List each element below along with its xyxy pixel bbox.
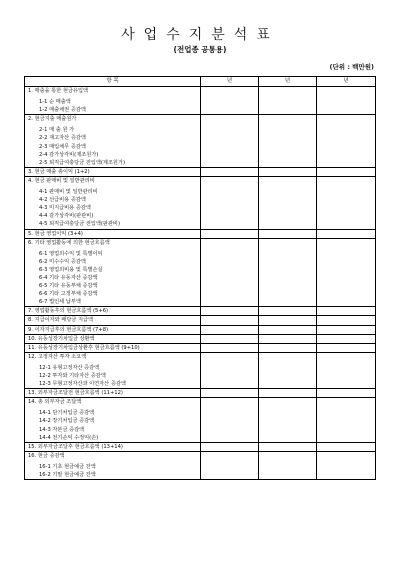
table-row xyxy=(25,334,376,343)
value-cell[interactable] xyxy=(317,167,376,176)
value-cell[interactable] xyxy=(259,238,317,307)
item-cell xyxy=(25,167,201,176)
table-row xyxy=(25,238,376,307)
sub-item-label: 4-5 퇴직급여충당금 전입액(판관비) xyxy=(39,221,120,228)
item-label: 7. 영업활동후의 현금흐름액 (5+6) xyxy=(28,308,109,315)
value-cell[interactable] xyxy=(317,398,376,442)
table-row xyxy=(25,229,376,238)
item-label: 9. 이자지급후의 현금흐름액 (7+8) xyxy=(28,326,109,333)
value-cell[interactable] xyxy=(317,389,376,398)
value-cell[interactable] xyxy=(259,325,317,334)
value-cell[interactable] xyxy=(317,176,376,229)
sub-item-label: 2-1 매 출 원 가 xyxy=(39,127,75,134)
sub-item-label: 1-1 순 매출액 xyxy=(39,99,71,106)
value-cell[interactable] xyxy=(201,343,259,352)
form-title: 사업수지분석표 xyxy=(121,27,279,43)
value-cell[interactable] xyxy=(201,316,259,325)
value-cell[interactable] xyxy=(201,115,259,168)
sub-item-label: 16-2 기말 현금예금 잔액 xyxy=(39,472,96,479)
value-cell[interactable] xyxy=(201,167,259,176)
value-cell[interactable] xyxy=(259,316,317,325)
value-cell[interactable] xyxy=(201,398,259,442)
sub-item-label: 12-3 무형고정자산과 이연자산 증감액 xyxy=(39,381,126,388)
table-row xyxy=(25,167,376,176)
value-cell[interactable] xyxy=(259,389,317,398)
value-cell[interactable] xyxy=(259,87,317,115)
sub-item-label: 16-1 기초 현금예금 잔액 xyxy=(39,463,96,470)
item-label: 11. 유동성장기차입금상환후 현금흐름액 (9+10) xyxy=(28,344,140,351)
item-label: 15. 외부자금조달후 현금흐름액 (13+14) xyxy=(28,443,123,450)
item-cell xyxy=(25,451,201,479)
cashflow-analysis-table xyxy=(24,76,376,480)
table-row xyxy=(25,352,376,388)
item-label: 1. 매출을 통한 현금유입액 xyxy=(28,88,89,94)
column-header-item: 항 목 xyxy=(25,77,201,87)
sub-item-label: 6-3 영업외비용 및 특별손실 xyxy=(39,266,103,273)
sub-item-label: 14-3 자본금 증감액 xyxy=(39,426,85,433)
item-cell xyxy=(25,238,201,307)
table-row xyxy=(25,442,376,451)
item-label: 8. 지급이자와 배당금 지급액 xyxy=(28,317,94,324)
value-cell[interactable] xyxy=(317,307,376,316)
value-cell[interactable] xyxy=(317,87,376,115)
value-cell[interactable] xyxy=(259,229,317,238)
value-cell[interactable] xyxy=(317,352,376,388)
value-cell[interactable] xyxy=(259,167,317,176)
value-cell[interactable] xyxy=(259,398,317,442)
value-cell[interactable] xyxy=(201,334,259,343)
value-cell[interactable] xyxy=(259,176,317,229)
sub-item-label: 6-4 기타 유동자산 증감액 xyxy=(39,274,98,281)
item-cell xyxy=(25,389,201,398)
value-cell[interactable] xyxy=(259,334,317,343)
table-body xyxy=(25,87,376,480)
item-label: 4. 현금 판매비 및 일반관리비 xyxy=(28,177,95,184)
table-row xyxy=(25,87,376,115)
value-cell[interactable] xyxy=(317,229,376,238)
table-row xyxy=(25,115,376,168)
item-label: 16. 현금 증감액 xyxy=(28,452,65,459)
value-cell[interactable] xyxy=(201,87,259,115)
table-row xyxy=(25,176,376,229)
item-label: 3. 현금 매출 총이익 (1+2) xyxy=(28,168,90,175)
column-header-year: 년 xyxy=(317,77,376,87)
item-cell xyxy=(25,229,201,238)
value-cell[interactable] xyxy=(201,307,259,316)
item-cell xyxy=(25,352,201,388)
value-cell[interactable] xyxy=(201,352,259,388)
value-cell[interactable] xyxy=(201,451,259,479)
sub-item-label: 4-4 감가상각비(판관비) xyxy=(39,213,94,220)
item-cell xyxy=(25,176,201,229)
value-cell[interactable] xyxy=(317,238,376,307)
value-cell[interactable] xyxy=(317,316,376,325)
unit-label: (단위 : 백만원) xyxy=(329,63,374,71)
sub-item-label: 12-1 유형고정자산 증감액 xyxy=(39,364,100,371)
form-subtitle: (전업종 공통용) xyxy=(173,45,227,54)
sub-item-label: 6-5 기타 유동부채 증감액 xyxy=(39,283,98,290)
sub-item-label: 6-7 법인세 납부액 xyxy=(39,299,81,306)
item-cell xyxy=(25,325,201,334)
value-cell[interactable] xyxy=(201,325,259,334)
sub-item-label: 4-2 선급비용 증감액 xyxy=(39,197,86,204)
value-cell[interactable] xyxy=(259,115,317,168)
item-cell xyxy=(25,316,201,325)
item-cell xyxy=(25,398,201,442)
sub-item-label: 4-1 판매비 및 일반관리비 xyxy=(39,189,98,196)
sub-item-label: 6-1 영업외수익 및 특별이익 xyxy=(39,250,103,257)
sub-item-label: 2-4 감가상각비(제조원가) xyxy=(39,151,99,158)
sub-item-label: 1-2 매출채권 증감액 xyxy=(39,107,86,114)
sub-item-label: 14-2 장기차입금 증감액 xyxy=(39,418,95,425)
item-label: 6. 기타 영업활동에 의한 현금흐름액 xyxy=(28,239,110,246)
sub-item-label: 6-2 미수수익 증감액 xyxy=(39,258,86,265)
item-cell xyxy=(25,334,201,343)
sub-item-label: 4-3 미지급비용 증감액 xyxy=(39,205,91,212)
value-cell[interactable] xyxy=(317,115,376,168)
value-cell[interactable] xyxy=(259,451,317,479)
value-cell[interactable] xyxy=(201,389,259,398)
value-cell[interactable] xyxy=(317,325,376,334)
sub-item-label: 2-3 매입채무 증감액 xyxy=(39,143,86,150)
sub-item-label: 6-6 기타 고정부채 증감액 xyxy=(39,291,98,298)
table-row xyxy=(25,307,376,316)
table-row xyxy=(25,398,376,442)
table-row xyxy=(25,316,376,325)
table-row xyxy=(25,451,376,479)
item-label: 13. 외부자금조달전 현금흐름액 (11+12) xyxy=(28,390,123,397)
item-cell xyxy=(25,115,201,168)
item-label: 14. 총 외부자금 조달액 xyxy=(28,399,82,406)
sub-item-label: 14-4 전기손익 수정익(손) xyxy=(39,434,99,441)
item-cell xyxy=(25,442,201,451)
value-cell[interactable] xyxy=(259,343,317,352)
value-cell[interactable] xyxy=(259,352,317,388)
item-cell xyxy=(25,307,201,316)
column-header-year: 년 xyxy=(259,77,317,87)
table-row xyxy=(25,325,376,334)
sub-item-label: 2-2 재고자산 증감액 xyxy=(39,135,86,142)
value-cell[interactable] xyxy=(259,307,317,316)
value-cell[interactable] xyxy=(201,238,259,307)
item-cell xyxy=(25,87,201,115)
item-label: 2. 현금지출 매출원가 xyxy=(28,116,77,123)
value-cell[interactable] xyxy=(317,442,376,451)
sub-item-label: 14-1 단기차입금 증감액 xyxy=(39,410,95,417)
value-cell[interactable] xyxy=(317,334,376,343)
value-cell[interactable] xyxy=(317,451,376,479)
table-header-row xyxy=(25,77,376,87)
item-label: 5. 현금 영업이익 (3+4) xyxy=(28,230,83,237)
item-cell xyxy=(25,343,201,352)
value-cell[interactable] xyxy=(201,229,259,238)
column-header-year: 년 xyxy=(201,77,259,87)
value-cell[interactable] xyxy=(201,176,259,229)
table-row xyxy=(25,343,376,352)
value-cell[interactable] xyxy=(317,343,376,352)
item-label: 10. 유동성장기차입금 상환액 xyxy=(28,335,95,342)
table-row xyxy=(25,389,376,398)
value-cell[interactable] xyxy=(259,442,317,451)
item-label: 12. 고정자산 투자 소요액 xyxy=(28,353,87,360)
value-cell[interactable] xyxy=(201,442,259,451)
sub-item-label: 12-2 투자와 기타자산 증감액 xyxy=(39,373,106,379)
sub-item-label: 2-5 퇴직급여충당금 전입액(제조원가) xyxy=(39,159,125,166)
